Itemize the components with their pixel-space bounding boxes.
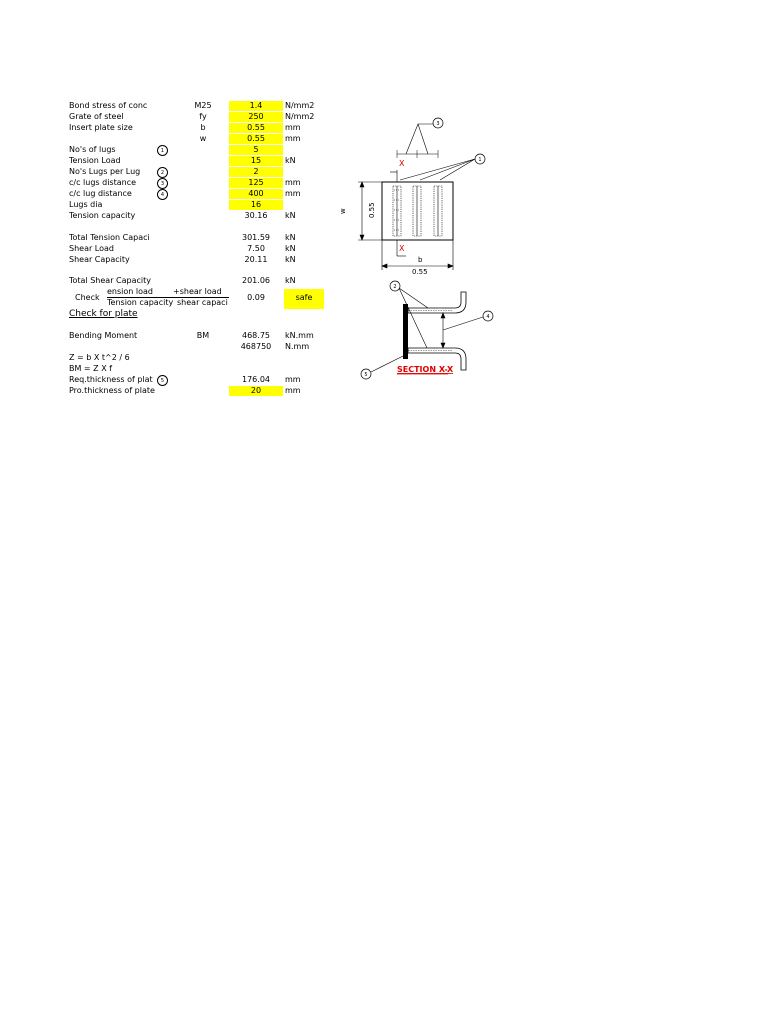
insert-plate-b-value[interactable]: 0.55 (229, 123, 283, 133)
marker-5-diagram: 5 (364, 372, 368, 378)
lugs-per-lug-value[interactable]: 2 (229, 167, 283, 177)
total-shear-value: 201.06 (242, 276, 270, 285)
insert-plate-w-value[interactable]: 0.55 (229, 134, 283, 144)
total-tension-value: 301.59 (242, 233, 270, 242)
pro-thickness-value[interactable]: 20 (229, 386, 283, 396)
tension-load-value[interactable]: 15 (229, 156, 283, 166)
lugs-dia-value[interactable]: 16 (229, 200, 283, 210)
section-line-top (390, 170, 397, 182)
leader-marker-3 (406, 124, 434, 154)
denominator-shear-capacity: shear capaci (177, 298, 228, 307)
formula-z: Z = b X t^2 / 6 (69, 353, 130, 362)
bond-stress-unit: N/mm2 (285, 101, 315, 110)
grade-steel-symbol: fy (199, 112, 207, 121)
bending-moment-symbol: BM (196, 331, 210, 340)
grade-steel-label: Grate of steel (69, 112, 124, 121)
lugs-dia-label: Lugs dia (69, 200, 103, 209)
marker-4-diagram: 4 (486, 314, 490, 320)
leader-marker-1 (400, 159, 475, 180)
pro-thickness-unit: mm (285, 386, 301, 395)
lug-1 (393, 186, 401, 236)
lugs-per-lug-label: No's Lugs per Lug (69, 167, 141, 176)
bending-moment-value: 468.75 (242, 331, 270, 340)
marker-4-icon: 4 (157, 189, 168, 200)
dim-b-value: 0.55 (412, 268, 428, 276)
formula-bm: BM = Z X f (69, 364, 113, 373)
dim-b-label: b (418, 256, 423, 264)
lug-2 (413, 186, 421, 236)
check-numerator (107, 287, 229, 298)
cc-lug-distance-label: c/c lug distance (69, 189, 132, 198)
marker-5-icon: 5 (157, 375, 168, 386)
shear-load-unit: kN (285, 244, 296, 253)
lug-3 (434, 186, 442, 236)
bending-moment-nmm-value: 468750 (240, 342, 272, 351)
marker-2-diagram: 2 (393, 284, 397, 290)
shear-load-value: 7.50 (247, 244, 265, 253)
denominator-tension-capacity: Tension capacity (107, 298, 174, 307)
lugs-count-label: No's of lugs (69, 145, 116, 154)
grade-steel-unit: N/mm2 (285, 112, 315, 121)
shear-load-label: Shear Load (69, 244, 114, 253)
insert-plate-b-symbol: b (200, 123, 206, 132)
marker-1-icon: 1 (157, 145, 168, 156)
bond-stress-label: Bond stress of conc (69, 101, 148, 110)
total-tension-label: Total Tension Capaci (69, 233, 150, 242)
section-mark-bottom: X (399, 244, 405, 253)
bending-moment-label: Bending Moment (69, 331, 138, 340)
tension-load-unit: kN (285, 156, 296, 165)
lug-spacing-dim (397, 150, 438, 158)
tension-capacity-unit: kN (285, 211, 296, 220)
insert-plate-plan-diagram (330, 110, 500, 280)
numerator-shear-load: +shear load (173, 287, 222, 296)
marker-3-icon: 3 (157, 178, 168, 189)
lug-cc-dim (441, 313, 445, 348)
numerator-tension-load: ension load (107, 287, 153, 296)
cc-lugs-distance-unit: mm (285, 178, 301, 187)
insert-plate-w-symbol: w (199, 134, 207, 143)
pro-thickness-label: Pro.thickness of plate (69, 386, 155, 395)
section-plate (403, 304, 408, 359)
shear-capacity-value: 20.11 (244, 255, 268, 264)
shear-capacity-unit: kN (285, 255, 296, 264)
tension-capacity-label: Tension capacity (69, 211, 136, 220)
grade-steel-value[interactable]: 250 (229, 112, 283, 122)
shear-capacity-label: Shear Capacity (69, 255, 130, 264)
bond-stress-symbol: M25 (194, 101, 212, 110)
bending-moment-unit: kN.mm (285, 331, 314, 340)
lugs-count-value[interactable]: 5 (229, 145, 283, 155)
dim-b-line (382, 240, 453, 270)
insert-plate-label: Insert plate size (69, 123, 133, 132)
section-lug-top (408, 292, 466, 313)
bond-stress-value[interactable]: 1.4 (229, 101, 283, 111)
plate-outline (382, 182, 453, 240)
cc-lug-distance-unit: mm (285, 189, 301, 198)
marker-3-diagram: 3 (436, 121, 440, 127)
bending-moment-nmm-unit: N.mm (285, 342, 310, 351)
status-badge: safe (284, 289, 324, 309)
cc-lug-distance-value[interactable]: 400 (229, 189, 283, 199)
cc-lugs-distance-label: c/c lugs distance (69, 178, 137, 187)
dim-w-label: w (339, 208, 347, 214)
req-thickness-value: 176.04 (242, 375, 270, 384)
req-thickness-unit: mm (285, 375, 301, 384)
tension-capacity-value: 30.16 (244, 211, 268, 220)
check-denominator (107, 298, 229, 308)
section-mark-top: X (399, 159, 405, 168)
check-value: 0.09 (247, 293, 265, 302)
insert-plate-w-unit: mm (285, 134, 301, 143)
req-thickness-label: Req.thickness of plat (69, 375, 153, 384)
section-title: SECTION X-X (397, 365, 454, 374)
leader-marker-4 (443, 317, 483, 330)
marker-1-diagram: 1 (478, 157, 482, 163)
marker-2-icon: 2 (157, 167, 168, 178)
total-shear-unit: kN (285, 276, 296, 285)
insert-plate-b-unit: mm (285, 123, 301, 132)
total-shear-label: Total Shear Capacity (69, 276, 151, 285)
cc-lugs-distance-value[interactable]: 125 (229, 178, 283, 188)
section-xx-diagram (355, 278, 500, 388)
check-plate-heading: Check for plate (69, 309, 138, 319)
dim-w-value: 0.55 (368, 202, 376, 218)
tension-load-label: Tension Load (69, 156, 121, 165)
check-label: Check (75, 293, 100, 302)
total-tension-unit: kN (285, 233, 296, 242)
